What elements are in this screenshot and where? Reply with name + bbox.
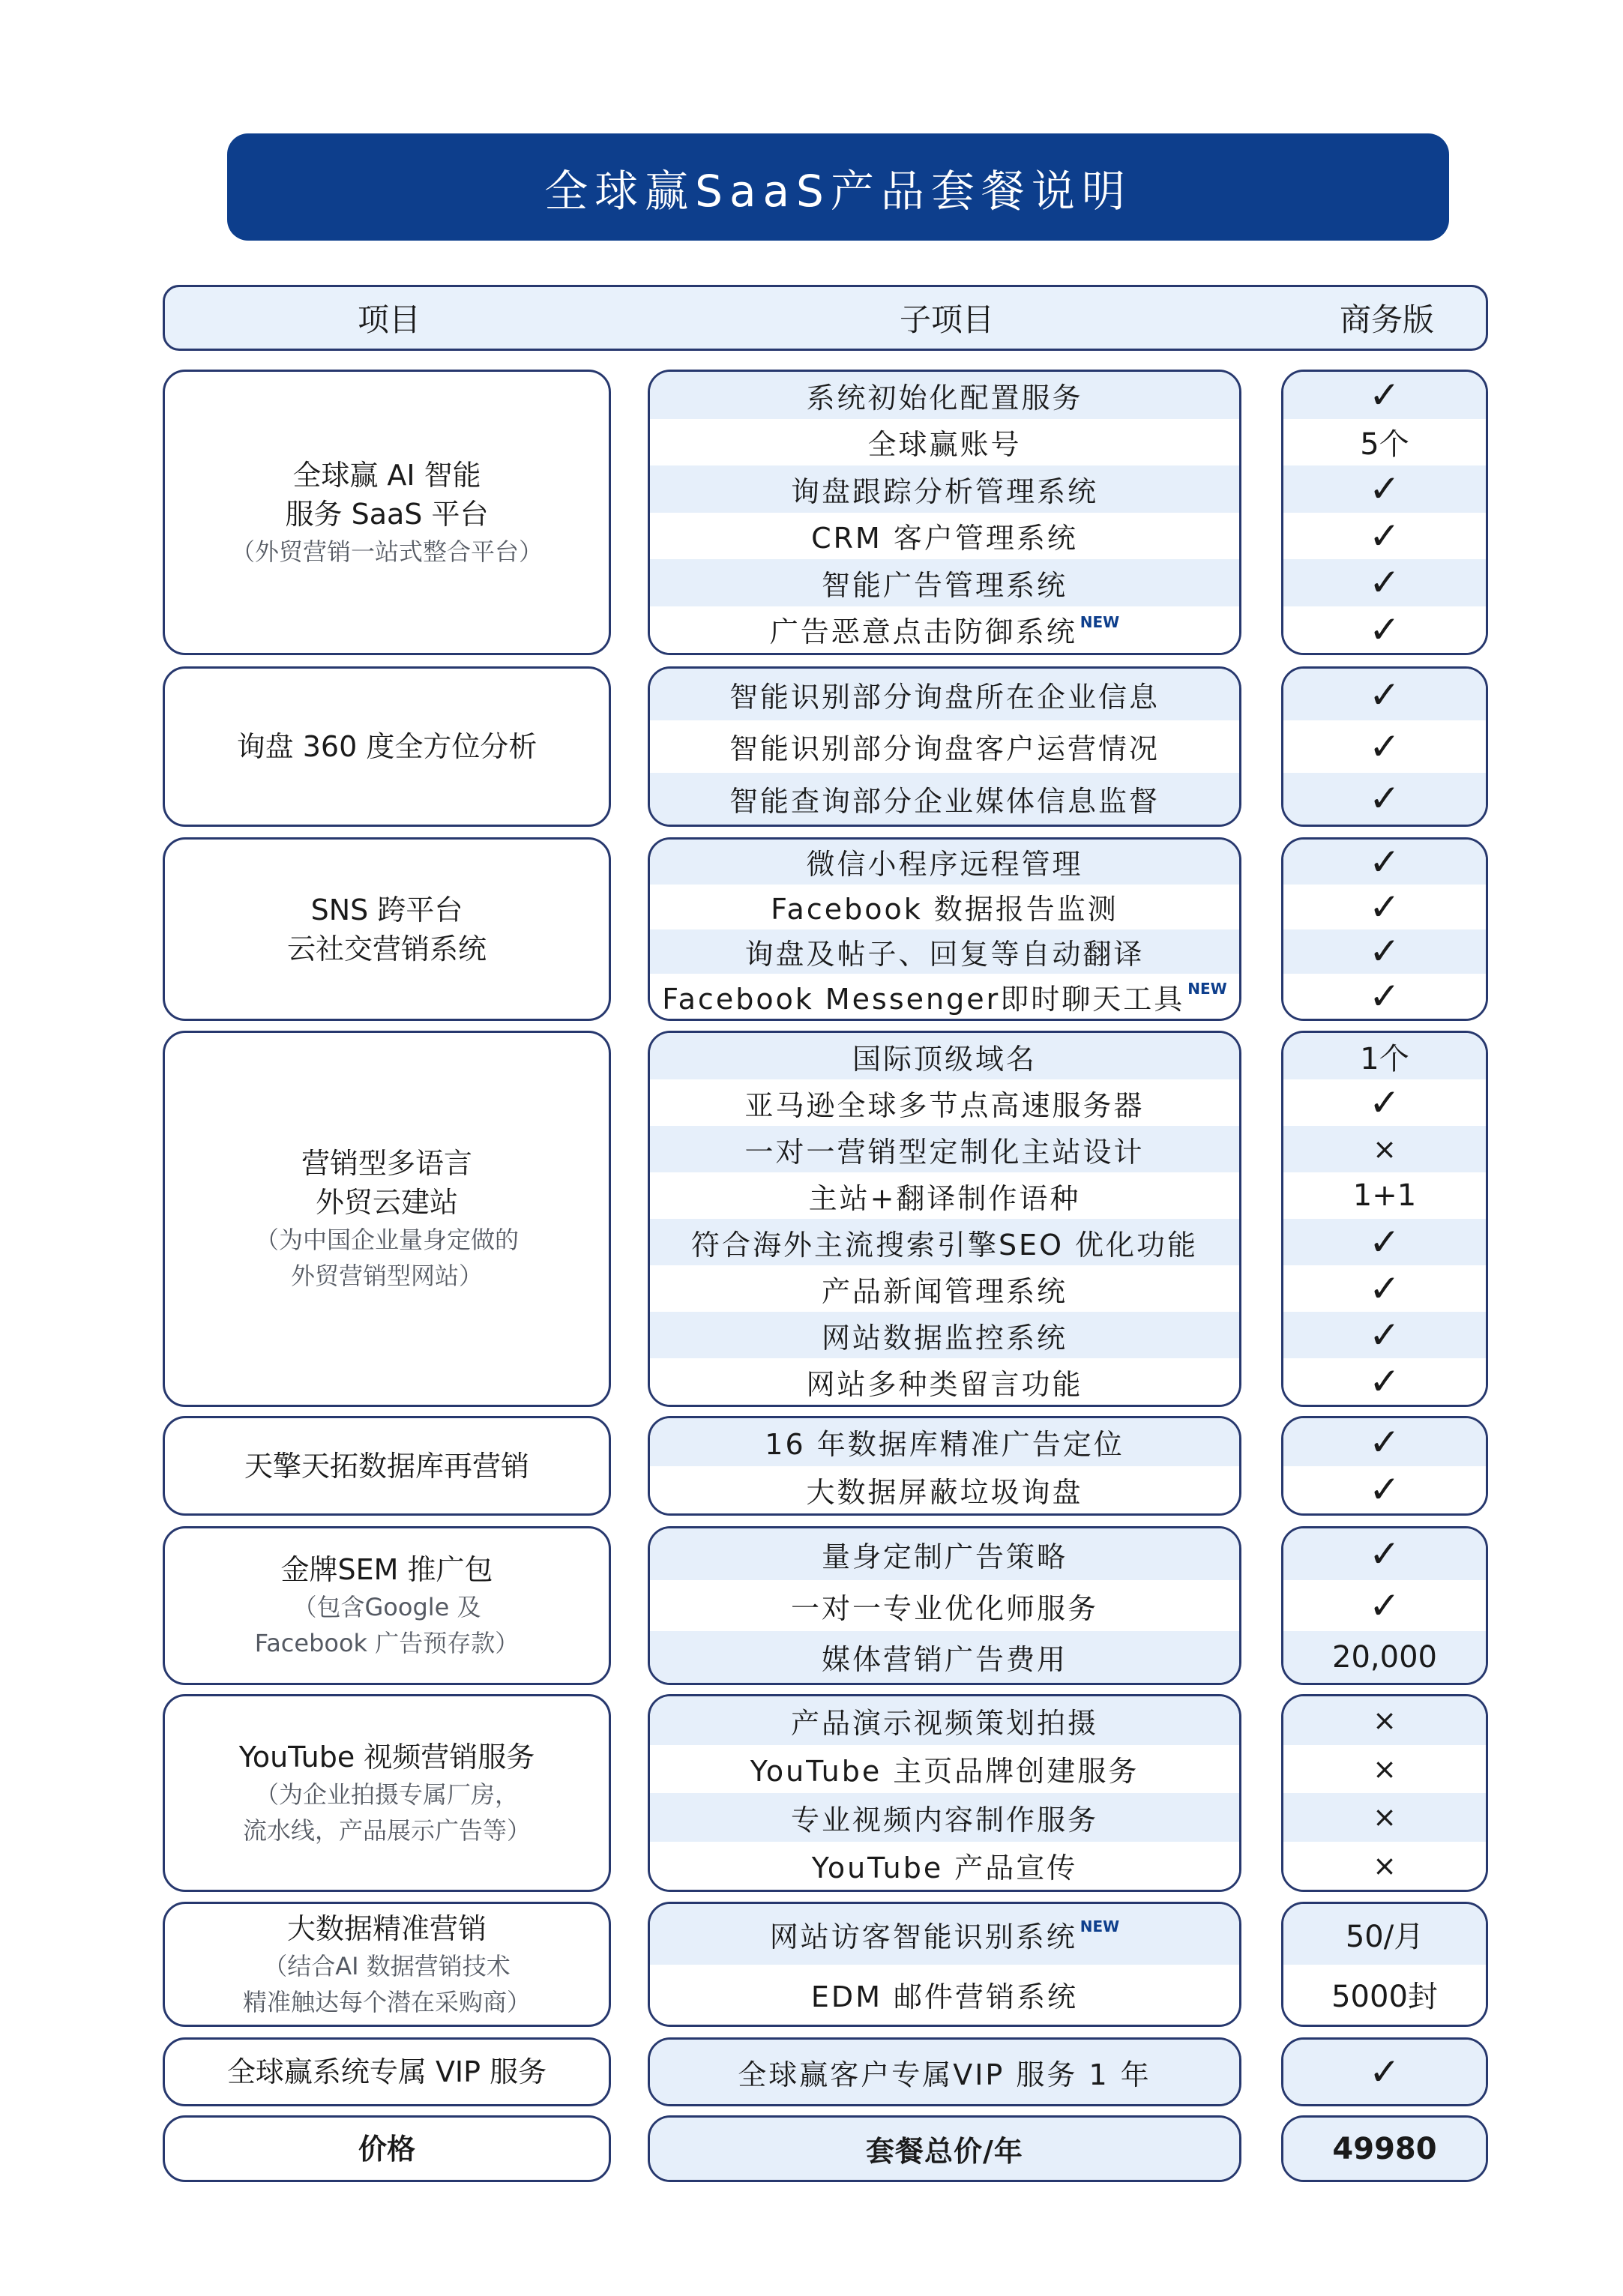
- subitem-list: [650, 669, 1239, 825]
- subitems-cell-bigdata: [648, 1902, 1241, 2027]
- subitem-label: 国际顶级域名: [852, 1042, 1037, 1076]
- new-badge: NEW: [1187, 980, 1227, 998]
- category-note: （为中国企业量身定做的: [254, 1226, 519, 1254]
- subitem-row: [650, 1904, 1239, 1965]
- checkmark-icon: ✓: [1369, 929, 1400, 974]
- value-list: [1283, 2118, 1486, 2180]
- value-row: [1283, 559, 1486, 606]
- value-list: [1283, 1904, 1486, 2025]
- value-row: [1283, 1745, 1486, 1794]
- subitem-list: [650, 1904, 1239, 2025]
- subitem-label: 微信小程序远程管理: [806, 848, 1083, 882]
- subitems-cell-youtube: [648, 1694, 1241, 1892]
- subitem-label: 亚马逊全球多节点高速服务器: [744, 1088, 1145, 1122]
- category-title: 天擎天拓数据库再营销: [244, 1449, 529, 1483]
- value-cell-sns: [1281, 837, 1488, 1021]
- value-row: [1283, 465, 1486, 513]
- checkmark-icon: ✓: [1369, 974, 1400, 1019]
- category-cell-website: [163, 1031, 611, 1407]
- table-header: [163, 285, 1488, 351]
- subitem-label: 16 年数据库精准广告定位: [765, 1428, 1124, 1462]
- value-row: [1283, 1842, 1486, 1890]
- category-title: 询盘 360 度全方位分析: [236, 730, 538, 763]
- value-row: [1283, 1172, 1486, 1219]
- checkmark-icon: ✓: [1369, 672, 1400, 717]
- value-row: [1283, 1079, 1486, 1126]
- header-business-edition: 商务版: [1339, 301, 1434, 338]
- value-text: 5000封: [1331, 1980, 1438, 2015]
- subitem-row: [650, 1172, 1239, 1219]
- subitem-list: [650, 1033, 1239, 1405]
- checkmark-icon: ✓: [1369, 724, 1400, 768]
- category-title: 全球赢 AI 智能: [292, 458, 481, 492]
- value-cell-database: [1281, 1416, 1488, 1516]
- category-cell-inquiry: [163, 666, 611, 827]
- subitems-cell-database: [648, 1416, 1241, 1516]
- subitems-cell-price: [648, 2115, 1241, 2182]
- subitem-list: [650, 2040, 1239, 2104]
- category-title: 服务 SaaS 平台: [285, 497, 489, 531]
- page-title: 全球赢SaaS产品套餐说明: [227, 133, 1449, 241]
- value-row: [1283, 929, 1486, 974]
- category-cell-vip: [163, 2037, 611, 2106]
- value-cell-price: [1281, 2115, 1488, 2182]
- checkmark-icon: ✓: [1369, 2050, 1400, 2094]
- subitem-label: 大数据屏蔽垃圾询盘: [806, 1475, 1083, 1509]
- subitem-row: [650, 2040, 1239, 2104]
- subitem-label: 全球赢账号: [867, 428, 1022, 462]
- value-row: [1283, 773, 1486, 825]
- subitem-label: 全球赢客户专属VIP 服务 1 年: [738, 2058, 1151, 2091]
- category-title: 大数据精准营销: [286, 1911, 487, 1945]
- category-cell-bigdata: [163, 1902, 611, 2027]
- value-row: [1283, 419, 1486, 466]
- value-row: [1283, 1696, 1486, 1745]
- value-row: [1283, 1312, 1486, 1358]
- subitem-row: [650, 1126, 1239, 1172]
- cross-icon: ×: [1373, 1704, 1397, 1738]
- subitem-label: Facebook Messenger即时聊天工具: [662, 982, 1185, 1016]
- value-text: 1个: [1360, 1041, 1409, 1076]
- subitem-row: [650, 1745, 1239, 1794]
- value-cell-vip: [1281, 2037, 1488, 2106]
- value-row: [1283, 513, 1486, 560]
- checkmark-icon: ✓: [1369, 777, 1400, 821]
- value-cell-website: [1281, 1031, 1488, 1407]
- value-list: [1283, 2040, 1486, 2104]
- subitem-row: [650, 1265, 1239, 1312]
- value-list: [1283, 840, 1486, 1019]
- subitem-label: YouTube 主页品牌创建服务: [750, 1755, 1139, 1789]
- subitems-cell-website: [648, 1031, 1241, 1407]
- checkmark-icon: ✓: [1369, 1267, 1400, 1310]
- subitem-row: [650, 1418, 1239, 1466]
- category-title: 金牌SEM 推广包: [280, 1553, 493, 1586]
- category-title: 全球赢系统专属 VIP 服务: [226, 2055, 547, 2088]
- subitem-label: 询盘跟踪分析管理系统: [790, 474, 1098, 508]
- subitem-list: [650, 1696, 1239, 1890]
- subitems-cell-vip: [648, 2037, 1241, 2106]
- subitem-label: 一对一营销型定制化主站设计: [744, 1135, 1145, 1169]
- value-row: [1283, 1265, 1486, 1312]
- subitem-row: [650, 419, 1239, 466]
- value-list: [1283, 372, 1486, 653]
- checkmark-icon: ✓: [1369, 467, 1400, 511]
- subitem-list: [650, 372, 1239, 653]
- value-cell-inquiry: [1281, 666, 1488, 827]
- subitem-row: [650, 513, 1239, 560]
- subitem-label: 网站数据监控系统: [821, 1321, 1068, 1355]
- value-list: [1283, 1528, 1486, 1683]
- category-cell-sns: [163, 837, 611, 1021]
- value-row: [1283, 1528, 1486, 1580]
- subitem-row: [650, 885, 1239, 929]
- value-list: [1283, 1418, 1486, 1513]
- value-row: [1283, 372, 1486, 419]
- value-row: [1283, 1631, 1486, 1683]
- subitem-label: YouTube 产品宣传: [811, 1851, 1078, 1885]
- value-text: 50/月: [1345, 1919, 1424, 1954]
- subitem-label: EDM 邮件营销系统: [810, 1980, 1079, 2014]
- subitem-row: [650, 559, 1239, 606]
- value-row: [1283, 840, 1486, 885]
- value-row: [1283, 1033, 1486, 1079]
- subitem-label: 媒体营销广告费用: [821, 1643, 1068, 1677]
- category-note: 外贸营销型网站）: [290, 1262, 483, 1290]
- subitem-row: [650, 1696, 1239, 1745]
- category-title: 营销型多语言: [301, 1147, 472, 1180]
- subitem-label: 符合海外主流搜索引擎SEO 优化功能: [690, 1228, 1199, 1262]
- subitem-row: [650, 773, 1239, 825]
- subitem-row: [650, 1358, 1239, 1405]
- subitem-label: Facebook 数据报告监测: [771, 893, 1118, 926]
- subitem-row: [650, 669, 1239, 720]
- checkmark-icon: ✓: [1369, 1468, 1400, 1512]
- subitem-label: 一对一专业优化师服务: [790, 1591, 1098, 1625]
- value-row: [1283, 669, 1486, 720]
- subitem-label: 专业视频内容制作服务: [790, 1803, 1098, 1837]
- subitem-row: [650, 606, 1239, 654]
- checkmark-icon: ✓: [1369, 1584, 1400, 1627]
- subitem-row: [650, 1466, 1239, 1514]
- value-row: [1283, 1965, 1486, 2025]
- value-row: [1283, 1466, 1486, 1514]
- new-badge: NEW: [1080, 612, 1120, 631]
- subitem-row: [650, 2118, 1239, 2180]
- category-cell-saas: [163, 370, 611, 655]
- subitem-row: [650, 974, 1239, 1019]
- subitem-row: [650, 1631, 1239, 1683]
- category-note: 流水线，产品展示广告等）: [242, 1816, 531, 1845]
- category-note: （为企业拍摄专属厂房，: [254, 1780, 519, 1809]
- value-row: [1283, 720, 1486, 772]
- category-cell-youtube: [163, 1694, 611, 1892]
- subitem-row: [650, 1842, 1239, 1890]
- subitem-row: [650, 1033, 1239, 1079]
- subitem-label: 智能识别部分询盘客户运营情况: [729, 732, 1160, 766]
- category-cell-database: [163, 1416, 611, 1516]
- header-project: 项目: [357, 301, 421, 338]
- subitem-row: [650, 1528, 1239, 1580]
- subitem-label: 网站访客智能识别系统: [769, 1920, 1077, 1953]
- subitem-label: 询盘及帖子、回复等自动翻译: [744, 937, 1145, 971]
- subitem-row: [650, 1312, 1239, 1358]
- value-cell-youtube: [1281, 1694, 1488, 1892]
- value-text: 20,000: [1332, 1639, 1437, 1675]
- subitem-row: [650, 1079, 1239, 1126]
- checkmark-icon: ✓: [1369, 885, 1400, 929]
- subitem-label: 产品新闻管理系统: [821, 1274, 1068, 1308]
- category-note: Facebook 广告预存款）: [254, 1629, 520, 1657]
- value-text: 5个: [1360, 427, 1409, 462]
- subitem-row: [650, 929, 1239, 974]
- value-row: [1283, 1358, 1486, 1405]
- subitem-label: 产品演示视频策划拍摄: [790, 1706, 1098, 1740]
- checkmark-icon: ✓: [1369, 1420, 1400, 1464]
- value-cell-saas: [1281, 370, 1488, 655]
- checkmark-icon: ✓: [1369, 1360, 1400, 1403]
- subitem-label: CRM 客户管理系统: [811, 522, 1078, 555]
- checkmark-icon: ✓: [1369, 1313, 1400, 1357]
- subitem-label: 网站多种类留言功能: [806, 1367, 1083, 1401]
- subitem-row: [650, 720, 1239, 772]
- subitem-list: [650, 1418, 1239, 1513]
- subitems-cell-sem: [648, 1526, 1241, 1685]
- checkmark-icon: ✓: [1369, 373, 1400, 418]
- value-row: [1283, 1793, 1486, 1842]
- subitem-label: 智能广告管理系统: [821, 568, 1068, 602]
- checkmark-icon: ✓: [1369, 1532, 1400, 1576]
- subitem-label: 系统初始化配置服务: [806, 381, 1083, 415]
- value-row: [1283, 1126, 1486, 1172]
- value-list: [1283, 669, 1486, 825]
- subitem-row: [650, 372, 1239, 419]
- category-title: 外贸云建站: [315, 1186, 458, 1219]
- cross-icon: ×: [1373, 1752, 1397, 1786]
- value-cell-bigdata: [1281, 1902, 1488, 2027]
- category-title: SNS 跨平台: [310, 893, 463, 926]
- category-cell-sem: [163, 1526, 611, 1685]
- checkmark-icon: ✓: [1369, 1220, 1400, 1264]
- header-subproject: 子项目: [899, 301, 994, 338]
- subitem-label: 智能查询部分企业媒体信息监督: [729, 784, 1160, 818]
- value-row: [1283, 2118, 1486, 2180]
- subitem-row: [650, 1219, 1239, 1265]
- category-note: （结合AI 数据营销技术: [263, 1951, 511, 1980]
- category-note: （包含Google 及: [292, 1593, 481, 1621]
- subitem-label: 套餐总价/年: [866, 2135, 1023, 2168]
- value-row: [1283, 1418, 1486, 1466]
- value-row: [1283, 885, 1486, 929]
- subitem-row: [650, 1580, 1239, 1632]
- value-text: 49980: [1332, 2131, 1437, 2166]
- category-note: （外贸营销一站式整合平台）: [230, 537, 543, 566]
- subitem-list: [650, 840, 1239, 1019]
- category-note: 精准触达每个潜在采购商）: [242, 1987, 531, 2016]
- subitem-row: [650, 465, 1239, 513]
- subitem-list: [650, 1528, 1239, 1683]
- subitem-row: [650, 840, 1239, 885]
- category-title: YouTube 视频营销服务: [238, 1741, 535, 1774]
- subitem-label: 广告恶意点击防御系统: [769, 615, 1077, 649]
- value-row: [1283, 1904, 1486, 1965]
- subitem-label: 量身定制广告策略: [821, 1540, 1068, 1573]
- cross-icon: ×: [1373, 1848, 1397, 1882]
- value-row: [1283, 606, 1486, 654]
- value-row: [1283, 1219, 1486, 1265]
- cross-icon: ×: [1373, 1801, 1397, 1834]
- subitems-cell-sns: [648, 837, 1241, 1021]
- category-title: 云社交营销系统: [286, 932, 487, 965]
- category-title: 价格: [358, 2132, 415, 2166]
- category-cell-price: [163, 2115, 611, 2182]
- checkmark-icon: ✓: [1369, 513, 1400, 558]
- checkmark-icon: ✓: [1369, 840, 1400, 884]
- subitems-cell-saas: [648, 370, 1241, 655]
- cross-icon: ×: [1373, 1133, 1397, 1166]
- subitem-row: [650, 1965, 1239, 2025]
- subitem-list: [650, 2118, 1239, 2180]
- checkmark-icon: ✓: [1369, 1081, 1400, 1124]
- value-list: [1283, 1696, 1486, 1890]
- subitem-label: 智能识别部分询盘所在企业信息: [729, 681, 1160, 714]
- value-list: [1283, 1033, 1486, 1405]
- subitem-row: [650, 1793, 1239, 1842]
- value-row: [1283, 1580, 1486, 1632]
- subitems-cell-inquiry: [648, 666, 1241, 827]
- value-row: [1283, 974, 1486, 1019]
- checkmark-icon: ✓: [1369, 607, 1400, 651]
- value-row: [1283, 2040, 1486, 2104]
- checkmark-icon: ✓: [1369, 561, 1400, 605]
- subitem-label: 主站+翻译制作语种: [808, 1181, 1081, 1215]
- value-cell-sem: [1281, 1526, 1488, 1685]
- value-text: 1+1: [1352, 1178, 1417, 1213]
- new-badge: NEW: [1080, 1917, 1120, 1936]
